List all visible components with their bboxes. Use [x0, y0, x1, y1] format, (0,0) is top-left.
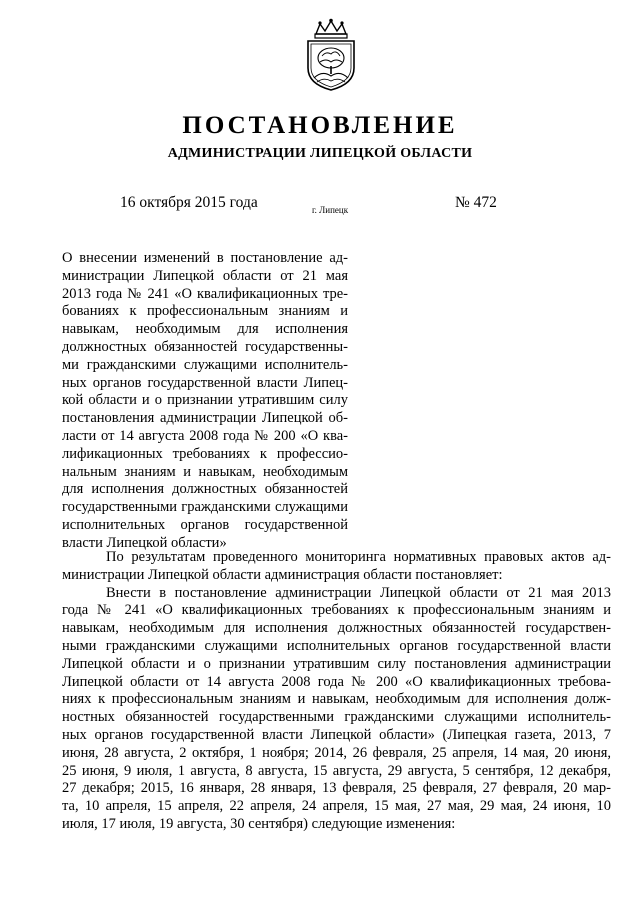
body-line: По результатам проведенного мониторинга нормативных правовых актов ад- [106, 549, 611, 565]
subject-line: исполнительных органов государственной [62, 516, 348, 533]
subject-line: для исполнения должностных обязанностей [62, 481, 348, 498]
lipetsk-coat-of-arms-icon [302, 18, 360, 92]
document-subtitle: АДМИНИСТРАЦИИ ЛИПЕЦКОЙ ОБЛАСТИ [167, 146, 473, 161]
body-line: ными гражданскими служащими исполнительных органов государственной власти [62, 637, 611, 654]
subject-line: бованиях к профессиональным знаниям и [62, 303, 348, 320]
subject-line: постановления администрации Липецкой об- [62, 410, 348, 427]
subject-line: должностных обязанностей государственны- [62, 338, 348, 355]
document-number: № 472 [455, 194, 497, 211]
subject-line: власти Липецкой области» [62, 534, 227, 551]
body-line: та, 10 апреля, 15 апреля, 22 апреля, 24 апреля, 15 мая, 27 мая, 29 мая, 24 июня, 10 [62, 798, 611, 815]
subject-line: О внесении изменений в постановление ад- [62, 250, 348, 266]
body-line: июля, 17 июля, 19 августа, 30 сентября) следующие изменения: [62, 815, 456, 832]
subject-line: 2013 года № 241 «О квалификационных тре- [62, 285, 348, 302]
subject-line: кой области и о признании утратившим силу [62, 392, 348, 409]
body-line: министрации Липецкой области администрация области постановляет: [62, 566, 503, 583]
body-line: ниях к профессиональным знаниям и навыкам, необходимым для исполнения долж- [62, 691, 611, 708]
body-line: ностных обязанностей государственными гражданскими служащими исполнитель- [62, 709, 611, 726]
subject-line: нальным знаниям и навыкам, необходимым [62, 463, 348, 480]
subject-line: ных органов государственной власти Липец- [62, 374, 348, 391]
body-line: навыкам, необходимым для исполнения должностных обязанностей государствен- [62, 620, 611, 637]
body-line: Липецкой области от 14 августа 2008 года № 200 «О квалификационных требова- [62, 673, 611, 690]
body-line: Внести в постановление администрации Липецкой области от 21 мая 2013 [106, 584, 611, 601]
document-body [62, 549, 611, 834]
document-title: ПОСТАНОВЛЕНИЕ [182, 112, 458, 139]
body-line: ных органов государственной власти Липецкой области» (Липецкая газета, 2013, 7 [62, 726, 611, 743]
subject-line: навыкам, необходимым для исполнения [62, 321, 348, 338]
document-subject [62, 250, 348, 553]
body-line: 25 июня, 9 июля, 1 августа, 8 августа, 15 августа, 29 августа, 5 сентября, 12 декабря, [62, 762, 611, 779]
body-line: 27 декабря; 2015, 16 января, 28 января, 13 февраля, 25 февраля, 27 февраля, 20 мар- [62, 780, 611, 797]
subject-line: министрации Липецкой области от 21 мая [62, 267, 348, 284]
body-line: Липецкой области и о признании утратившим силу постановления администрации [62, 655, 611, 672]
subject-line: государственными гражданскими служащими [62, 499, 348, 516]
document-city: г. Липецк [312, 205, 349, 215]
body-line: июня, 28 августа, 2 октября, 1 ноября; 2014, 26 февраля, 25 апреля, 14 мая, 20 июня, [62, 744, 611, 761]
document-date: 16 октября 2015 года [120, 194, 258, 211]
subject-line: лификационных требованиях к профессио- [62, 445, 348, 462]
subject-line: ласти от 14 августа 2008 года № 200 «О ква- [62, 427, 348, 444]
body-line: года № 241 «О квалификационных требованиях к профессиональным знаниям и [62, 602, 611, 619]
subject-line: ми гражданскими служащими исполнитель- [62, 356, 348, 373]
